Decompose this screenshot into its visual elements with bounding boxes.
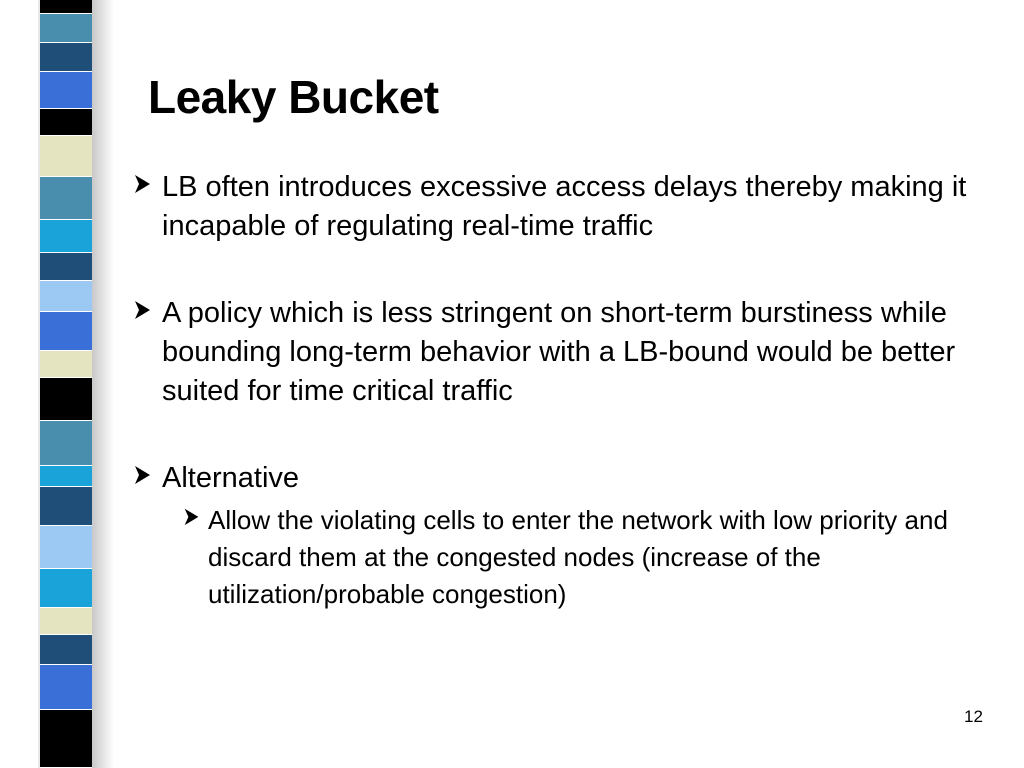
stripe-segment: [40, 487, 92, 526]
bullet-text: LB often introduces excessive access delays thereby making it incapable of regulating real-time traffic: [162, 171, 967, 242]
stripe-segment: [40, 109, 92, 136]
stripe-segment: [40, 526, 92, 569]
arrowhead-bullet-icon: [182, 502, 208, 530]
bullet-text: Alternative: [162, 462, 300, 494]
stripe-segment: [40, 710, 92, 768]
slide-content: [132, 168, 1002, 613]
stripe-segment: [40, 281, 92, 312]
decorative-stripe: [40, 0, 92, 768]
slide-title: Leaky Bucket: [148, 71, 439, 123]
stripe-segment: [40, 0, 92, 14]
stripe-segment: [40, 421, 92, 466]
arrowhead-bullet-icon: [132, 459, 162, 489]
bullet-item: [132, 168, 1002, 246]
stripe-segment: [40, 665, 92, 710]
stripe-segment: [40, 351, 92, 378]
stripe-margin: [0, 0, 40, 768]
arrowhead-bullet-icon: [132, 168, 162, 198]
stripe-segment: [40, 608, 92, 635]
stripe-segment: [40, 253, 92, 280]
stripe-shadow: [92, 0, 114, 768]
stripe-segment: [40, 220, 92, 253]
stripe-segment: [40, 72, 92, 109]
stripe-segment: [40, 466, 92, 487]
stripe-segment: [40, 635, 92, 664]
stripe-segment: [40, 136, 92, 177]
stripe-segment: [40, 569, 92, 608]
page-number: 12: [964, 707, 983, 726]
bullet-text: A policy which is less stringent on short-term burstiness while bounding long-term behavior with a LB-bound would be better suited for time critical traffic: [162, 297, 956, 407]
stripe-segment: [40, 378, 92, 421]
stripe-segment: [40, 14, 92, 43]
stripe-segment: [40, 43, 92, 72]
sub-bullet-item: [132, 502, 1002, 613]
bullet-item: [132, 459, 1002, 498]
stripe-segment: [40, 312, 92, 351]
stripe-segment: [40, 177, 92, 220]
arrowhead-bullet-icon: [132, 294, 162, 324]
bullet-item: [132, 294, 1002, 411]
sub-bullet-text: Allow the violating cells to enter the network with low priority and discard them at the congested nodes (increase of the utilization/probable congestion): [208, 505, 948, 609]
